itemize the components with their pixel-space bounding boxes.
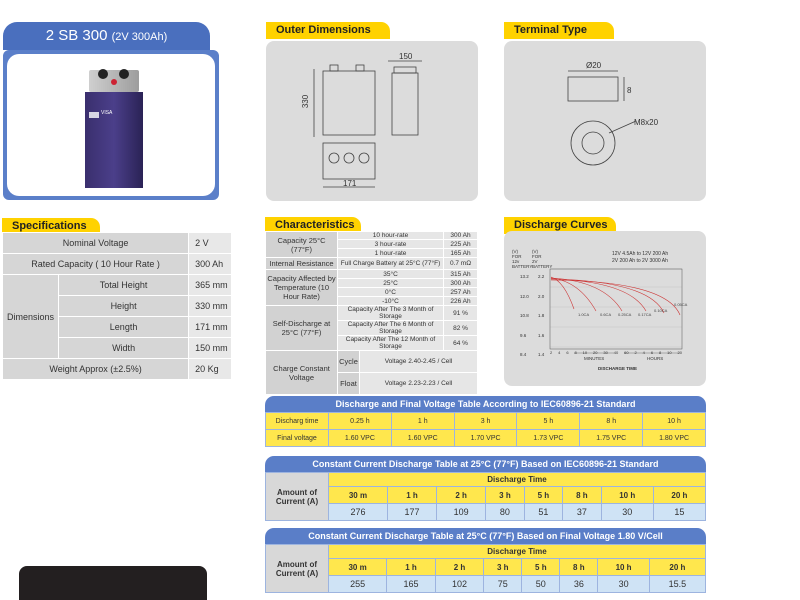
- ytick-label: 1.6: [538, 332, 545, 338]
- capacity-value-3: 165 Ah: [444, 249, 478, 258]
- capacity-value-1: 300 Ah: [444, 232, 478, 240]
- terminal-type-panel: [504, 41, 706, 201]
- legend-line-1: 12V 4.5Ah to 12V 200 Ah: [612, 251, 669, 257]
- temp-3: 0°C: [338, 288, 444, 297]
- terminal-drawing: [504, 41, 706, 201]
- voltage-table: [265, 412, 706, 447]
- time-cell: 5 h: [517, 413, 580, 430]
- ytick-label: 12.0: [520, 293, 529, 299]
- discharge-curves-panel: [504, 231, 706, 386]
- discharge-time-header: Discharge Time: [329, 545, 706, 559]
- ytick-label: 2.2: [538, 274, 545, 279]
- battery-image: [7, 54, 215, 196]
- current-value: 177: [387, 504, 436, 521]
- ylabel-12v: (V) FOR 12v BATTERY: [512, 249, 533, 269]
- discharge-curves-tab: Discharge Curves: [504, 217, 616, 234]
- time-header: 30 m: [329, 559, 387, 576]
- xtick-label: 20: [677, 350, 682, 355]
- current-value: 15.5: [649, 576, 705, 593]
- time-header: 2 h: [437, 487, 486, 504]
- product-photo-frame: [3, 50, 219, 200]
- curve-label: 0.25CA: [618, 312, 632, 317]
- time-header: 5 h: [522, 559, 560, 576]
- current-table-1-title: Constant Current Discharge Table at 25°C (77°F) Based on IEC60896-21 Standard: [265, 456, 706, 472]
- total-height-value: 365 mm: [189, 275, 232, 296]
- time-header: 30 m: [329, 487, 388, 504]
- ytick-label: 1.4: [538, 352, 545, 357]
- footer-dark-panel: [19, 566, 207, 600]
- temp-value-2: 300 Ah: [444, 279, 478, 288]
- dim-height: 330: [301, 94, 311, 109]
- characteristics-tab: Characteristics: [265, 217, 361, 234]
- charge-label: Charge Constant Voltage: [266, 351, 338, 395]
- outer-dimensions-tab: Outer Dimensions: [266, 22, 390, 39]
- voltage-cell: 1.75 VPC: [580, 430, 643, 447]
- current-value: 50: [522, 576, 560, 593]
- float-value: Voltage 2.23-2.23 / Cell: [360, 373, 478, 395]
- time-header: 20 h: [649, 559, 705, 576]
- xtick-label: 20: [593, 350, 598, 355]
- nominal-voltage-label: Nominal Voltage: [3, 233, 189, 254]
- curve-label: 0.17CA: [638, 312, 652, 317]
- time-header: 1 h: [387, 487, 436, 504]
- current-value: 37: [563, 504, 601, 521]
- product-model: 2 SB 300: [45, 27, 108, 44]
- outer-dimensions-panel: [266, 41, 478, 201]
- capacity-rate-3: 1 hour-rate: [338, 249, 444, 258]
- voltage-cell: 1.60 VPC: [329, 430, 392, 447]
- amount-current-label: Amount of Current (A): [266, 545, 329, 593]
- temp-label: Capacity Affected by Temperature (10 Hour Rate): [266, 270, 338, 306]
- voltage-table-section: [265, 396, 706, 447]
- time-header: 8 h: [560, 559, 598, 576]
- terminal-height: 8: [627, 86, 632, 95]
- total-height-label: Total Height: [59, 275, 189, 296]
- length-label: Length: [59, 317, 189, 338]
- height-value: 330 mm: [189, 296, 232, 317]
- capacity-rate-1: 10 hour-rate: [338, 232, 444, 240]
- xtick-label: 10: [582, 350, 588, 355]
- width-label: Width: [59, 338, 189, 359]
- time-header: 3 h: [484, 559, 522, 576]
- temp-value-1: 315 Ah: [444, 270, 478, 279]
- dim-width: 150: [399, 52, 413, 61]
- voltage-cell: 1.73 VPC: [517, 430, 580, 447]
- time-header: 3 h: [486, 487, 524, 504]
- current-value: 36: [560, 576, 598, 593]
- capacity-value-2: 225 Ah: [444, 240, 478, 249]
- current-value: 15: [653, 504, 705, 521]
- time-header: 1 h: [387, 559, 436, 576]
- time-cell: 1 h: [391, 413, 454, 430]
- terminal-diameter: Ø20: [586, 61, 602, 70]
- terminal-thread: M8x20: [634, 118, 659, 127]
- cycle-value: Voltage 2.40-2.45 / Cell: [360, 351, 478, 373]
- voltage-table-title: Discharge and Final Voltage Table According to IEC60896-21 Standard: [265, 396, 706, 412]
- ir-value: 0.7 mΩ: [444, 258, 478, 270]
- current-table-1: [265, 472, 706, 521]
- time-header: 8 h: [563, 487, 601, 504]
- xtick-label: 8: [658, 350, 662, 355]
- ytick-label: 10.8: [520, 313, 529, 318]
- xaxis-title: DISCHARGE TIME: [598, 366, 638, 371]
- current-value: 109: [437, 504, 486, 521]
- xtick-label: 6: [566, 350, 569, 355]
- length-value: 171 mm: [189, 317, 232, 338]
- dim-length: 171: [343, 179, 357, 188]
- time-header: 10 h: [598, 559, 650, 576]
- discharge-time-label: Discharg time: [266, 413, 329, 430]
- rated-capacity-value: 300 Ah: [189, 254, 232, 275]
- ytick-label: 9.6: [520, 332, 527, 338]
- xtick-label: 8: [574, 350, 577, 355]
- product-title-tab: [3, 22, 210, 50]
- xtick-labels: [550, 350, 682, 355]
- time-cell: 10 h: [643, 413, 706, 430]
- width-value: 150 mm: [189, 338, 232, 359]
- terminal-type-tab: Terminal Type: [504, 22, 614, 39]
- product-subtitle: (2V 300Ah): [111, 31, 168, 43]
- specifications-tab: Specifications: [2, 218, 100, 235]
- xtick-label: 60: [624, 350, 629, 355]
- current-value: 102: [435, 576, 484, 593]
- xtick-label: 4: [558, 350, 561, 355]
- ytick-labels-2v: [538, 267, 548, 365]
- legend-line-2: 2V 200 Ah to 2V 3000 Ah: [612, 258, 668, 264]
- discharge-curve-plot: [504, 231, 706, 386]
- xtick-label: 6: [650, 350, 654, 355]
- dimension-drawing: [266, 41, 478, 201]
- temp-value-4: 226 Ah: [444, 297, 478, 306]
- self-cond-1: Capacity After The 3 Month of Storage: [338, 306, 444, 321]
- ir-label: Internal Resistance: [266, 258, 338, 270]
- time-header: 5 h: [524, 487, 562, 504]
- curve-label: 0.6CA: [600, 312, 612, 317]
- current-value: 276: [329, 504, 388, 521]
- curve-label: 0.05CA: [674, 302, 688, 307]
- xtick-label: 4: [642, 350, 645, 355]
- time-cell: 3 h: [454, 413, 517, 430]
- capacity-label: Capacity 25°C (77°F): [266, 232, 338, 258]
- weight-value: 20 Kg: [189, 359, 232, 380]
- xtick-label: 2: [550, 350, 553, 355]
- nominal-voltage-value: 2 V: [189, 233, 232, 254]
- current-value: 51: [524, 504, 562, 521]
- temp-4: -10°C: [338, 297, 444, 306]
- curve-label: 1.0CA: [578, 312, 590, 317]
- final-voltage-label: Final voltage: [266, 430, 329, 447]
- current-value: 255: [329, 576, 387, 593]
- current-table-2: [265, 544, 706, 593]
- ytick-label: 2.0: [538, 293, 545, 299]
- xtick-label: 2: [634, 350, 637, 355]
- time-header: 2 h: [435, 559, 484, 576]
- curve-label: 0.10CA: [654, 308, 668, 313]
- time-header: 10 h: [601, 487, 653, 504]
- self-cond-3: Capacity After The 12 Month of Storage: [338, 336, 444, 351]
- current-value: 165: [387, 576, 436, 593]
- characteristics-table: [265, 231, 478, 395]
- ytick-label: 13.2: [520, 274, 529, 279]
- specifications-table: [2, 232, 232, 380]
- time-cell: 8 h: [580, 413, 643, 430]
- current-value: 30: [601, 504, 653, 521]
- self-value-1: 91 %: [444, 306, 478, 321]
- cycle-label: Cycle: [338, 351, 360, 373]
- current-value: 75: [484, 576, 522, 593]
- ytick-labels-12v: [520, 267, 534, 365]
- capacity-rate-2: 3 hour-rate: [338, 240, 444, 249]
- ir-condition: Full Charge Battery at 25°C (77°F): [338, 258, 444, 270]
- temp-value-3: 257 Ah: [444, 288, 478, 297]
- voltage-cell: 1.60 VPC: [391, 430, 454, 447]
- ylabel-2v: (V) FOR 2V BATTERY: [532, 249, 553, 269]
- xtick-label: 40: [613, 350, 619, 355]
- dimensions-label: Dimensions: [3, 275, 59, 359]
- xaxis-minutes: MINUTES: [584, 356, 605, 361]
- time-header: 20 h: [653, 487, 705, 504]
- temp-1: 35°C: [338, 270, 444, 279]
- weight-label: Weight Approx (±2.5%): [3, 359, 189, 380]
- battery-label-text: VISA: [101, 110, 113, 116]
- self-value-2: 82 %: [444, 321, 478, 336]
- temp-2: 25°C: [338, 279, 444, 288]
- float-label: Float: [338, 373, 360, 395]
- self-value-3: 64 %: [444, 336, 478, 351]
- voltage-cell: 1.70 VPC: [454, 430, 517, 447]
- voltage-cell: 1.80 VPC: [643, 430, 706, 447]
- self-cond-2: Capacity After The 6 Month of Storage: [338, 321, 444, 336]
- xtick-label: 30: [603, 350, 608, 355]
- current-value: 80: [486, 504, 524, 521]
- self-discharge-label: Self-Discharge at 25°C (77°F): [266, 306, 338, 351]
- ytick-label: 1.8: [538, 313, 545, 318]
- time-cell: 0.25 h: [329, 413, 392, 430]
- current-value: 30: [598, 576, 650, 593]
- current-table-1-section: [265, 456, 706, 521]
- current-table-2-section: [265, 528, 706, 593]
- current-table-2-title: Constant Current Discharge Table at 25°C (77°F) Based on Final Voltage 1.80 V/Cell: [265, 528, 706, 544]
- discharge-time-header: Discharge Time: [329, 473, 706, 487]
- height-label: Height: [59, 296, 189, 317]
- rated-capacity-label: Rated Capacity ( 10 Hour Rate ): [3, 254, 189, 275]
- amount-current-label: Amount of Current (A): [266, 473, 329, 521]
- ytick-label: 8.4: [520, 352, 527, 357]
- xtick-label: 10: [667, 350, 672, 355]
- xaxis-hours: HOURS: [647, 356, 664, 361]
